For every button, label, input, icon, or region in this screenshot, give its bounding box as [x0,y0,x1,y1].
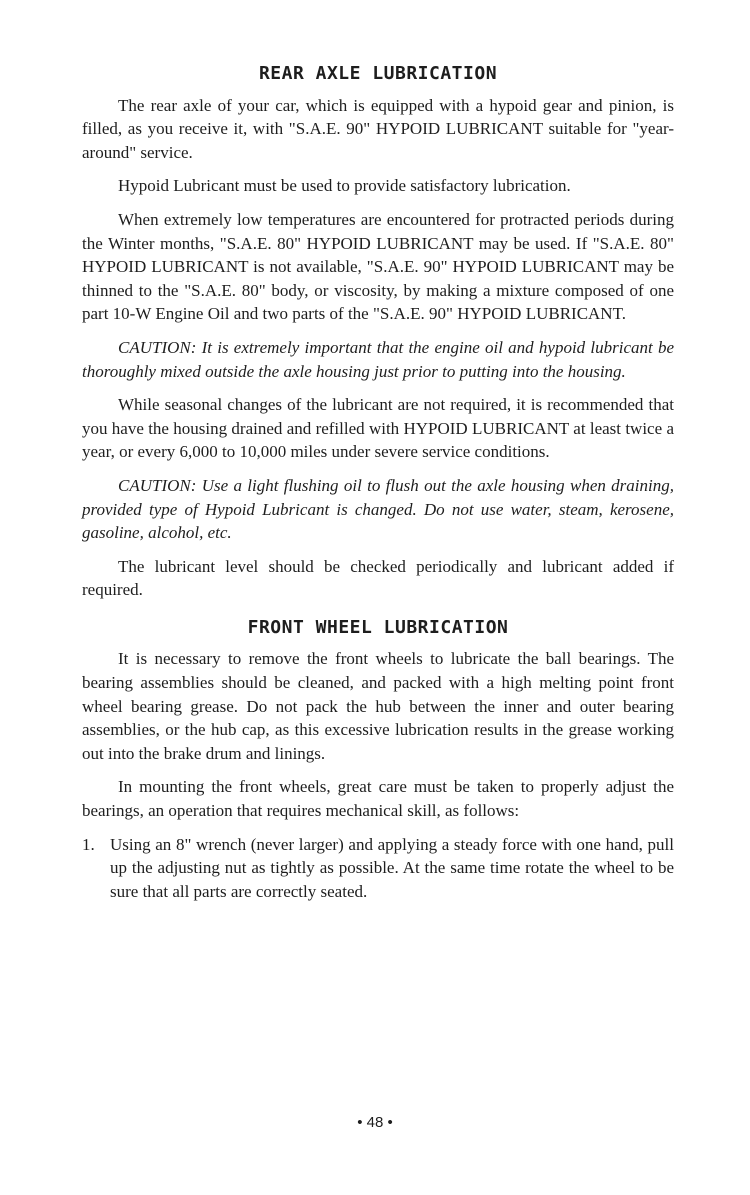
paragraph-mounting-wheels: In mounting the front wheels, great care must be taken to properly adjust the bearings, an operation that requires mechanical skill, as follows: [82,777,674,821]
caution-mixing: CAUTION: It is extremely important that the engine oil and hypoid lubricant be thoroughly mixed outside the axle housing just prior to putting into the housing. [82,337,674,381]
section-heading-rear-axle: REAR AXLE LUBRICATION [258,63,498,84]
section-heading-front-wheel: FRONT WHEEL LUBRICATION [247,616,509,638]
paragraph-ball-bearings: It is necessary to remove the front wheels to lubricate the ball bearings. The bearing assemblies should be cleaned, and packed with a high melting point front wheel bearing grease. Do not pack the hub between the inner and outer bearing assemblies, or the hub cap, as this excessive lubrication results in the grease working out into the brake drum and linings. [82,649,674,763]
paragraph-seasonal-changes: While seasonal changes of the lubricant are not required, it is recommended that you have the housing drained and refilled with HYPOID LUBRICANT at least twice a year, or every 6,000 to 10,000 miles under severe service conditions. [82,395,674,462]
paragraph-hypoid-required: Hypoid Lubricant must be used to provide satisfactory lubrication. [118,176,571,196]
list-item [82,833,674,904]
caution-flushing: CAUTION: Use a light flushing oil to flush out the axle housing when draining, provided type of Hypoid Lubricant is changed. Do not use water, steam, kerosene, gasoline, alcohol, etc. [82,475,674,543]
paragraph-low-temperature: When extremely low temperatures are encountered for protracted periods during the Winter months, "S.A.E. 80" HYPOID LUBRICANT may be used. If "S.A.E. 80" HYPOID LUBRICANT is not available, "S.A.E. 90" HYPOID LUBRICANT may be thinned to the "S.A.E. 80" body, or viscosity, by making a mixture composed of one part 10-W Engine Oil and two parts of the "S.A.E. 90" HYPOID LUBRICANT. [82,209,674,324]
paragraph-rear-axle-intro: The rear axle of your car, which is equipped with a hypoid gear and pinion, is filled, as you receive it, with "S.A.E. 90" HYPOID LUBRICANT suitable for "year-around" service. [82,95,674,162]
paragraph-lubricant-level: The lubricant level should be checked periodically and lubricant added if required. [82,556,674,600]
manual-page [82,58,674,903]
list-item-text: Using an 8" wrench (never larger) and applying a steady force with one hand, pull up the adjusting nut as tightly as possible. At the same time rotate the wheel to be sure that all parts are correctly seated. [110,834,674,901]
page-number: • 48 • [357,1114,393,1131]
list-item-number: 1. [82,834,95,854]
